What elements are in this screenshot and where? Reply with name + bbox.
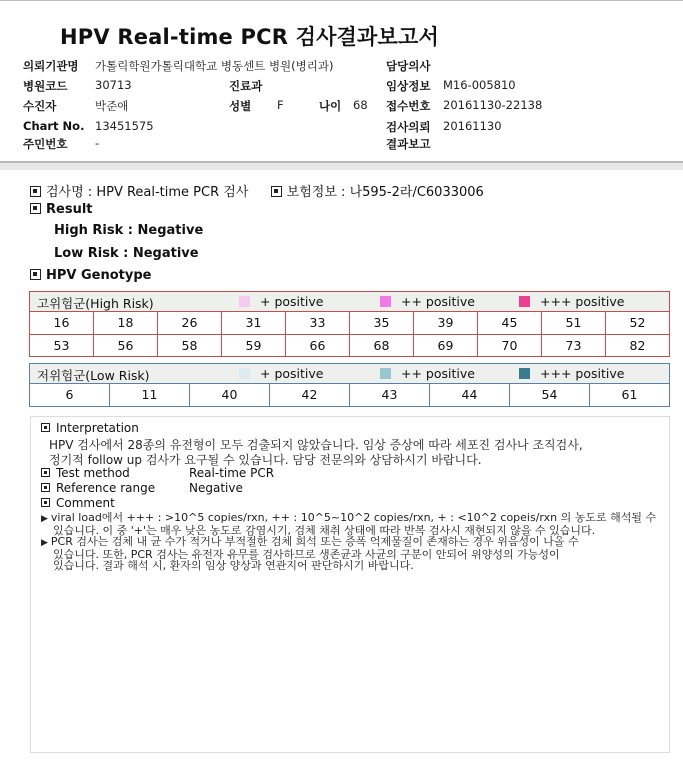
result-label: Result — [46, 202, 93, 217]
reference-range-value: Negative — [189, 481, 243, 495]
interpretation-line-1: HPV 검사에서 28종의 유전형이 모두 검출되지 않았습니다. 임상 증상에 따라 세포진 검사나 조직검사, — [49, 438, 583, 452]
genotype-cell: 56 — [94, 335, 158, 356]
high-risk-result: High Risk : Negative — [54, 223, 204, 238]
legend-swatch-icon — [380, 296, 391, 307]
test-info-line — [30, 181, 484, 200]
department-label: 진료과 — [229, 79, 263, 93]
insurance-value: 나595-2라/C6033006 — [349, 185, 484, 200]
sex-label: 성별 — [229, 99, 252, 113]
insurance-label: 보험정보 : — [286, 185, 346, 200]
doctor-label: 담당의사 — [386, 59, 431, 73]
genotype-cell: 16 — [30, 312, 94, 334]
result-heading — [30, 202, 93, 217]
genotype-cell: 35 — [350, 312, 414, 334]
genotype-cell: 40 — [190, 384, 270, 406]
bullet-box-icon — [30, 186, 41, 197]
genotype-cell: 6 — [30, 384, 110, 406]
comment-label: Comment — [56, 496, 115, 510]
genotype-cell: 11 — [110, 384, 190, 406]
low-risk-table-header — [30, 364, 669, 384]
test-method-label: Test method — [56, 466, 130, 480]
legend-swatch-icon — [239, 296, 250, 307]
genotype-heading — [30, 268, 151, 283]
interpretation-line-2: 정기적 follow up 검사가 요구될 수 있습니다. 담당 전문의와 상담하시기 바랍니다. — [49, 453, 482, 467]
resident-value: - — [95, 136, 100, 150]
legend-swatch-icon — [380, 368, 391, 379]
triangle-bullet-icon: ▶ — [41, 514, 48, 524]
age-value: 68 — [353, 98, 368, 112]
legend-item-plus-plus-plus — [519, 294, 624, 309]
high-risk-table — [29, 291, 670, 357]
report-label: 결과보고 — [386, 137, 431, 151]
genotype-cell: 43 — [350, 384, 430, 406]
genotype-cell: 82 — [629, 338, 646, 353]
low-risk-table-title: 저위험군(Low Risk) — [37, 368, 150, 383]
genotype-cell: 26 — [158, 312, 222, 334]
page-title: HPV Real-time PCR 검사결과보고서 — [60, 25, 439, 49]
legend-swatch-icon — [239, 368, 250, 379]
genotype-cell: 69 — [414, 335, 478, 356]
test-name-label: 검사명 : — [46, 185, 93, 200]
receipt-value: 20161130-22138 — [443, 98, 543, 112]
genotype-cell: 66 — [286, 335, 350, 356]
chart-label: Chart No. — [23, 119, 85, 133]
bullet-box-icon — [30, 269, 41, 280]
interpretation-box — [30, 416, 670, 753]
genotype-cell: 54 — [510, 384, 590, 406]
genotype-cell: 33 — [286, 312, 350, 334]
genotype-cell: 42 — [270, 384, 350, 406]
genotype-cell: 73 — [542, 335, 606, 356]
comment-line: viral load에서 +++ : >10^5 copies/rxn, ++ : 10^5~10^2 copies/rxn, + : <10^2 copeis/rxn 의 농도로 해석될 수 — [50, 512, 657, 524]
bullet-box-icon — [41, 498, 50, 507]
high-risk-table-header — [30, 292, 669, 312]
legend-item-plus-plus — [380, 294, 475, 309]
high-risk-table-title: 고위험군(High Risk) — [37, 296, 154, 311]
genotype-label: HPV Genotype — [46, 268, 152, 283]
patient-value: 박준애 — [95, 99, 129, 113]
genotype-cell: 59 — [222, 335, 286, 356]
age-label: 나이 — [319, 99, 342, 113]
receipt-label: 접수번호 — [386, 99, 431, 113]
genotype-cell: 53 — [30, 335, 94, 356]
comment-heading — [41, 496, 115, 510]
legend-label: +++ positive — [540, 366, 625, 381]
request-value: 20161130 — [443, 119, 502, 133]
clinical-info-value: M16-005810 — [443, 78, 516, 92]
comment-item-pcr-limitation — [41, 536, 666, 571]
legend-item-plus — [239, 366, 323, 381]
comment-line: PCR 검사는 검체 내 균 수가 적거나 부적절한 검체 희석 또는 증폭 억제물질이 존재하는 경우 위음성이 나올 수 — [50, 536, 579, 548]
chart-value: 13451575 — [95, 119, 154, 133]
legend-label: + positive — [260, 294, 324, 309]
reference-range-label: Reference range — [56, 481, 156, 495]
test-method-row — [41, 466, 275, 480]
hospital-code-value: 30713 — [95, 78, 132, 92]
table-row — [30, 312, 669, 334]
test-name-value: HPV Real-time PCR 검사 — [96, 185, 249, 200]
resident-label: 주민번호 — [23, 137, 68, 151]
genotype-cell: 44 — [430, 384, 510, 406]
request-label: 검사의뢰 — [386, 120, 431, 134]
sex-value: F — [277, 98, 284, 112]
interpretation-label: Interpretation — [56, 421, 139, 435]
genotype-cell: 52 — [629, 315, 646, 330]
comment-line: 있습니다. 또한, PCR 검사는 유전자 유무를 검사하므로 생존균과 사균의 구분이 안되어 위양성의 가능성이 — [53, 549, 560, 560]
reference-range-row — [41, 481, 243, 495]
genotype-cell: 39 — [414, 312, 478, 334]
legend-label: ++ positive — [401, 366, 475, 381]
report-header — [0, 0, 683, 163]
low-risk-table — [29, 363, 670, 407]
legend-label: + positive — [260, 366, 324, 381]
genotype-cell: 58 — [158, 335, 222, 356]
clinical-info-label: 임상정보 — [386, 79, 431, 93]
legend-label: ++ positive — [401, 294, 475, 309]
bullet-box-icon — [41, 468, 50, 477]
triangle-bullet-icon: ▶ — [41, 538, 48, 548]
bullet-box-icon — [271, 186, 282, 197]
comment-item-viral-load — [41, 512, 666, 536]
legend-label: +++ positive — [540, 294, 625, 309]
institution-value: 가톨릭학원가톨릭대학교 병동센트 병원(병리과) — [95, 59, 334, 73]
legend-item-plus-plus — [380, 366, 475, 381]
interpretation-heading — [41, 421, 139, 435]
legend-item-plus — [239, 294, 323, 309]
legend-item-plus-plus-plus — [519, 366, 624, 381]
bullet-box-icon — [41, 483, 50, 492]
bullet-box-icon — [30, 203, 41, 214]
comment-line: 있습니다. 이 중 '+'는 매우 낮은 농도로 감염시기, 검체 채취 상태에 따라 반복 검사시 재현되지 않을 수 있습니다. — [53, 525, 596, 536]
genotype-cell: 61 — [621, 387, 638, 402]
patient-label: 수진자 — [23, 99, 57, 113]
comment-line: 있습니다. 결과 해석 시, 환자의 임상 양상과 연관지어 판단하시기 바랍니다. — [53, 560, 414, 571]
legend-swatch-icon — [519, 368, 530, 379]
genotype-cell: 31 — [222, 312, 286, 334]
genotype-cell: 51 — [542, 312, 606, 334]
institution-label: 의뢰기관명 — [23, 59, 79, 73]
table-row — [30, 384, 669, 406]
legend-swatch-icon — [519, 296, 530, 307]
genotype-cell: 70 — [478, 335, 542, 356]
hospital-code-label: 병원코드 — [23, 79, 68, 93]
genotype-cell: 45 — [478, 312, 542, 334]
table-row — [30, 334, 669, 356]
genotype-cell: 68 — [350, 335, 414, 356]
low-risk-result: Low Risk : Negative — [54, 246, 199, 261]
genotype-cell: 18 — [94, 312, 158, 334]
bullet-box-icon — [41, 423, 50, 432]
test-method-value: Real-time PCR — [189, 466, 275, 480]
